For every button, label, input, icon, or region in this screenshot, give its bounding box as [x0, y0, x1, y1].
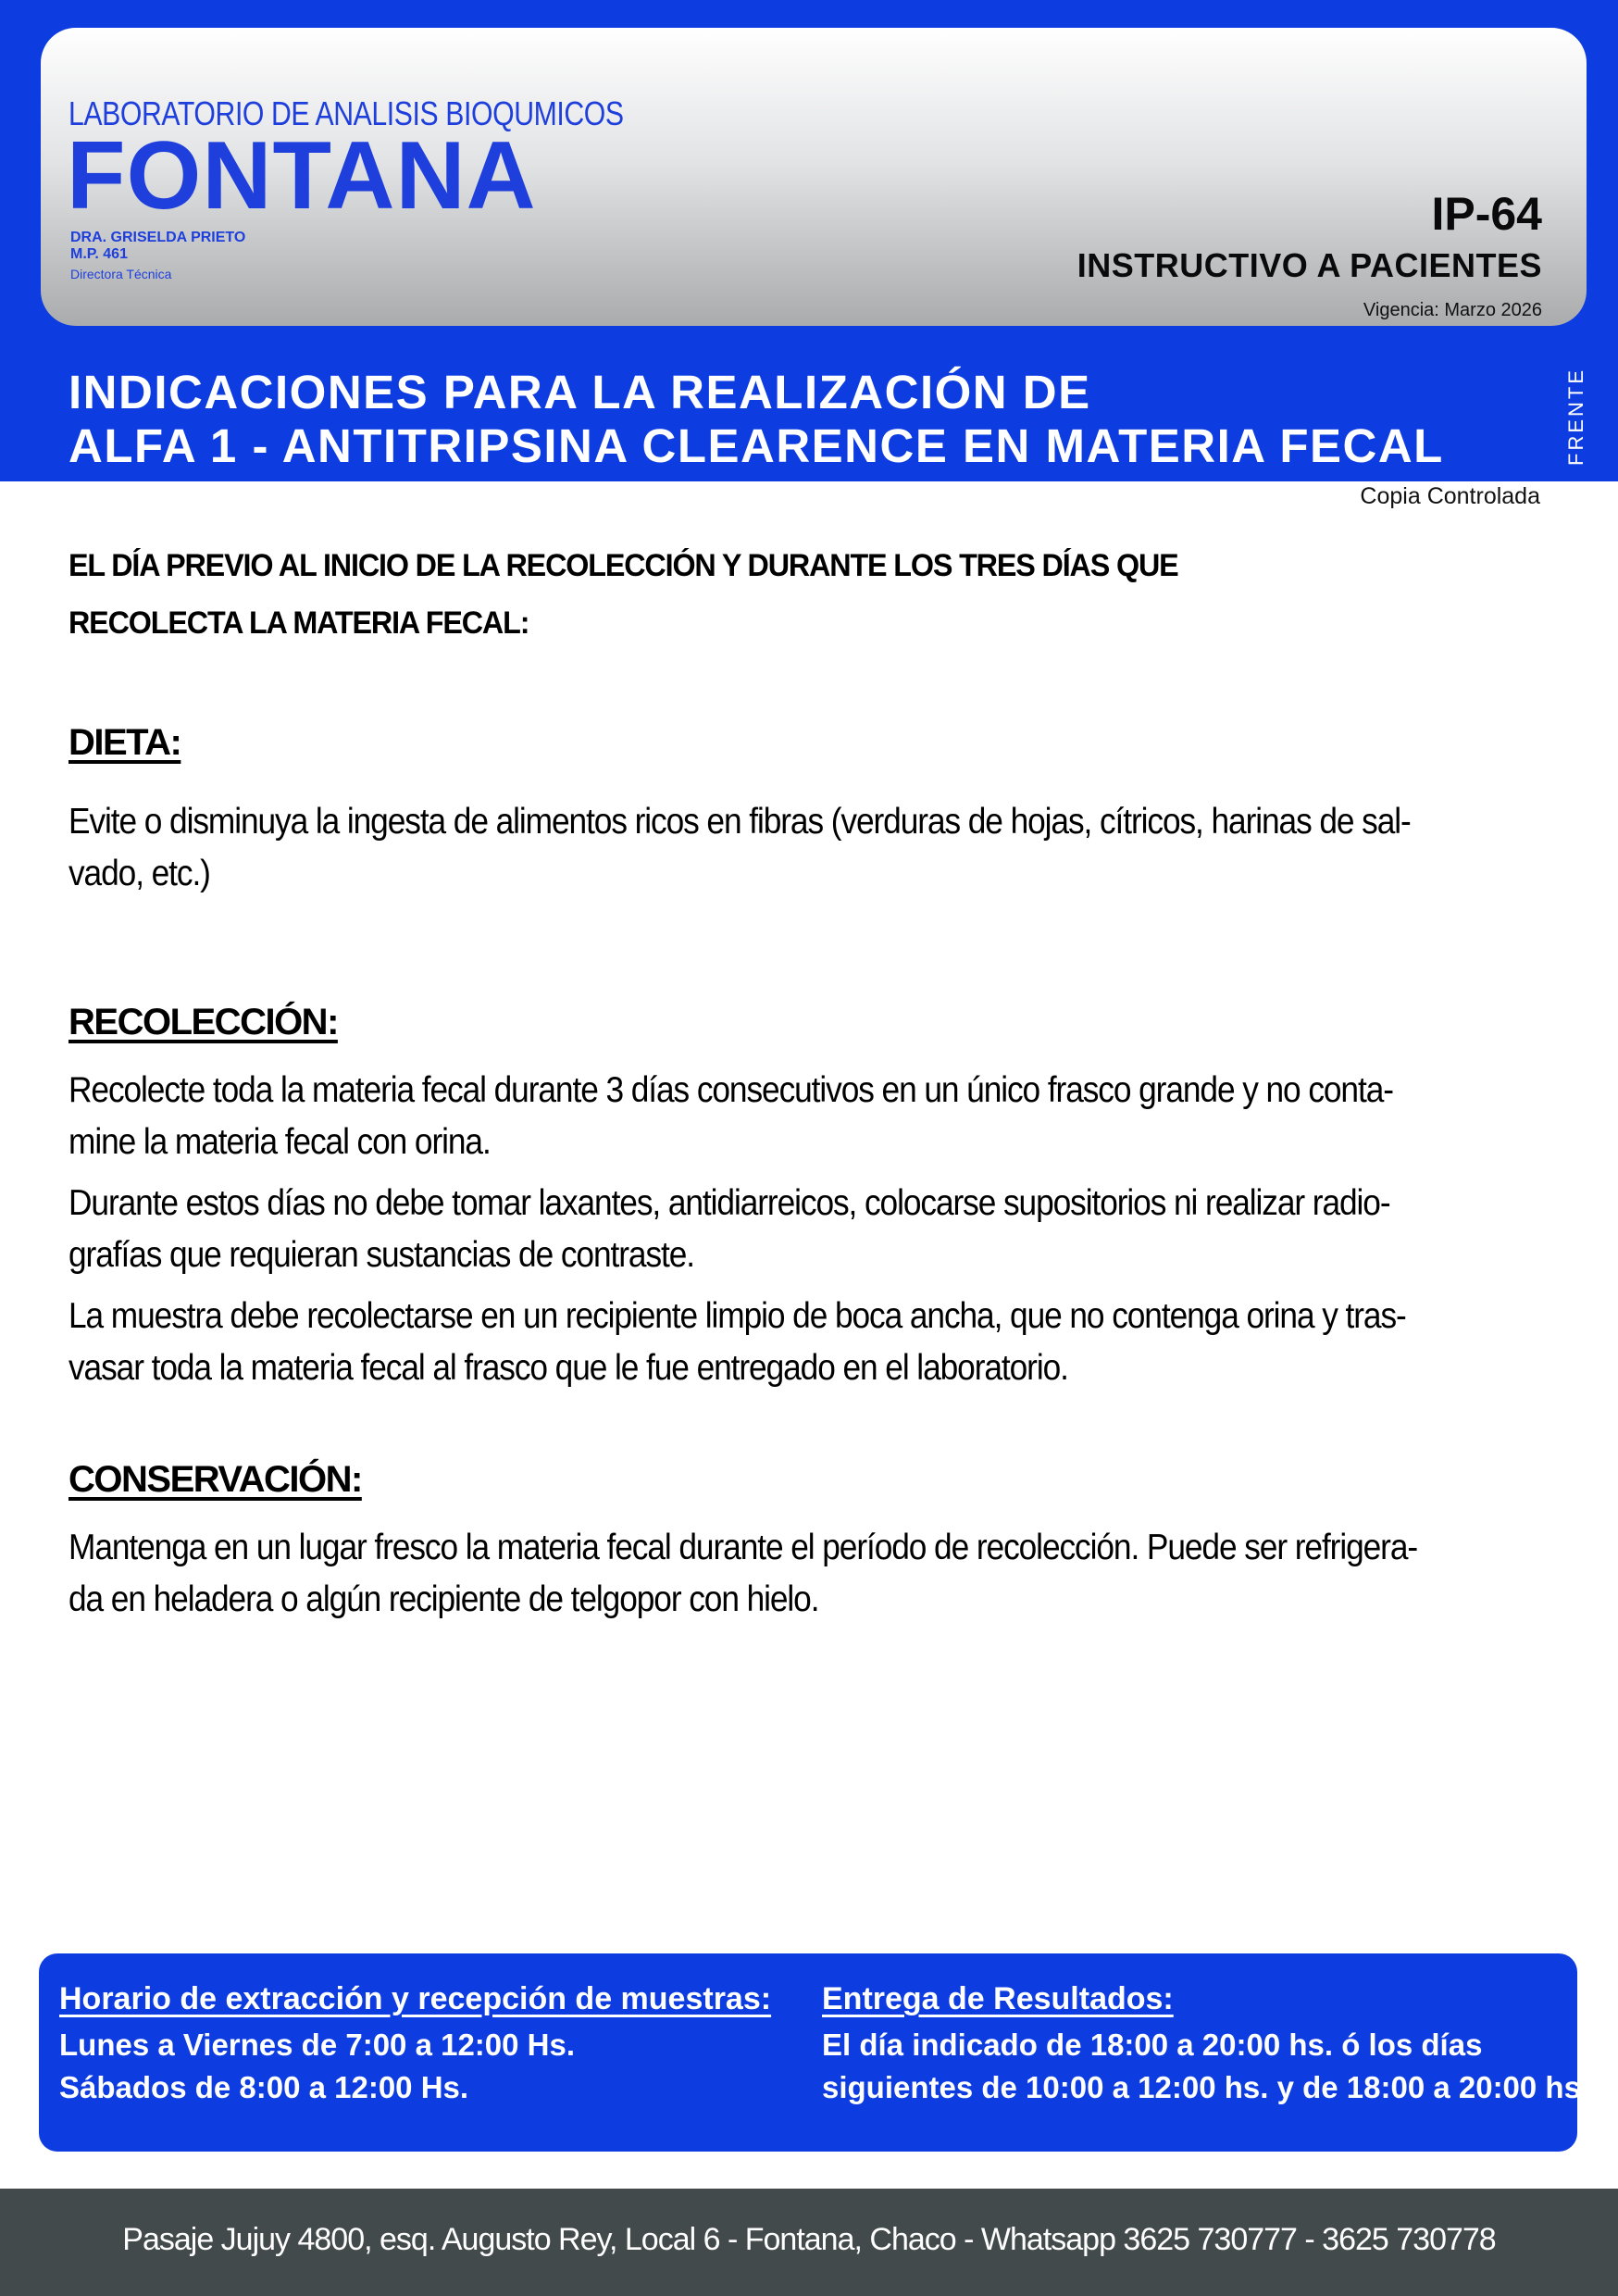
intro-heading: [68, 537, 1423, 652]
header-card: [41, 28, 1587, 326]
results-heading: Entrega de Resultados:: [822, 1981, 1174, 2016]
page-title-line-1: INDICACIONES PARA LA REALIZACIÓN DE: [68, 366, 1091, 418]
diet-body: [68, 796, 1526, 909]
conservation-heading: CONSERVACIÓN:: [68, 1459, 362, 1500]
conservation-body: [68, 1522, 1526, 1635]
document-code: IP-64: [1431, 188, 1542, 240]
collection-p2-line-1: Durante estos días no debe tomar laxantes, antidiarreicos, colocarse supositorios ni realizar radio-: [68, 1183, 1390, 1223]
collection-p1-line-2: mine la materia fecal con orina.: [68, 1122, 491, 1162]
diet-heading: DIETA:: [68, 722, 181, 763]
collection-body: [68, 1065, 1526, 1404]
conservation-line-2: da en heladera o algún recipiente de telgopor con hielo.: [68, 1579, 819, 1619]
collection-p1-line-1: Recolecte toda la materia fecal durante 3 días consecutivos en un único frasco grande y no conta-: [68, 1070, 1393, 1110]
collection-heading: RECOLECCIÓN:: [68, 1002, 338, 1042]
side-tab-label: FRENTE: [1564, 368, 1587, 466]
controlled-copy-label: Copia Controlada: [1360, 483, 1540, 509]
results-line-2: siguientes de 10:00 a 12:00 hs. y de 18:00 a 20:00 hs.: [822, 2070, 1590, 2104]
brand-logo-text: FONTANA: [67, 122, 537, 230]
footer-address: Pasaje Jujuy 4800, esq. Augusto Rey, Local 6 - Fontana, Chaco - Whatsapp 3625 730777 - 3625 730778: [122, 2222, 1496, 2257]
hours-saturday: Sábados de 8:00 a 12:00 Hs.: [59, 2070, 469, 2104]
diet-line-1: Evite o disminuya la ingesta de alimentos ricos en fibras (verduras de hojas, cítricos, harinas de sal-: [68, 802, 1411, 842]
document-validity: Vigencia: Marzo 2026: [1363, 300, 1542, 320]
footer: [0, 2189, 1618, 2296]
collection-paragraph-1: [68, 1065, 1526, 1168]
intro-line-1: EL DÍA PREVIO AL INICIO DE LA RECOLECCIÓN Y DURANTE LOS TRES DÍAS QUE: [68, 548, 1178, 583]
collection-paragraph-3: [68, 1291, 1526, 1394]
diet-line-2: vado, etc.): [68, 854, 210, 893]
hours-weekdays: Lunes a Viernes de 7:00 a 12:00 Hs.: [59, 2028, 576, 2062]
collection-p2-line-2: grafías que requieran sustancias de contraste.: [68, 1235, 694, 1275]
lab-name: LABORATORIO DE ANALISIS BIOQUMICOS: [68, 94, 624, 132]
collection-paragraph-2: [68, 1178, 1526, 1281]
hours-extraction-heading: Horario de extracción y recepción de muestras:: [59, 1981, 772, 2016]
intro-line-2: RECOLECTA LA MATERIA FECAL:: [68, 605, 529, 641]
document-type: INSTRUCTIVO A PACIENTES: [1077, 246, 1542, 284]
collection-p3-line-2: vasar toda la materia fecal al frasco que le fue entregado en el laboratorio.: [68, 1348, 1068, 1388]
director-role: Directora Técnica: [70, 267, 172, 281]
page-title: [68, 366, 1444, 473]
director-license: M.P. 461: [70, 246, 128, 262]
page-title-line-2: ALFA 1 - ANTITRIPSINA CLEARENCE EN MATERIA FECAL: [68, 419, 1444, 472]
director-name: DRA. GRISELDA PRIETO: [70, 230, 246, 245]
results-line-1: El día indicado de 18:00 a 20:00 hs. ó los días: [822, 2028, 1483, 2062]
conservation-paragraph: [68, 1522, 1526, 1626]
conservation-line-1: Mantenga en un lugar fresco la materia fecal durante el período de recolección. Puede ser refrigera-: [68, 1528, 1418, 1567]
collection-p3-line-1: La muestra debe recolectarse en un recipiente limpio de boca ancha, que no contenga orina y tras-: [68, 1296, 1406, 1336]
hours-box: [39, 1953, 1590, 2152]
diet-paragraph: [68, 796, 1526, 900]
